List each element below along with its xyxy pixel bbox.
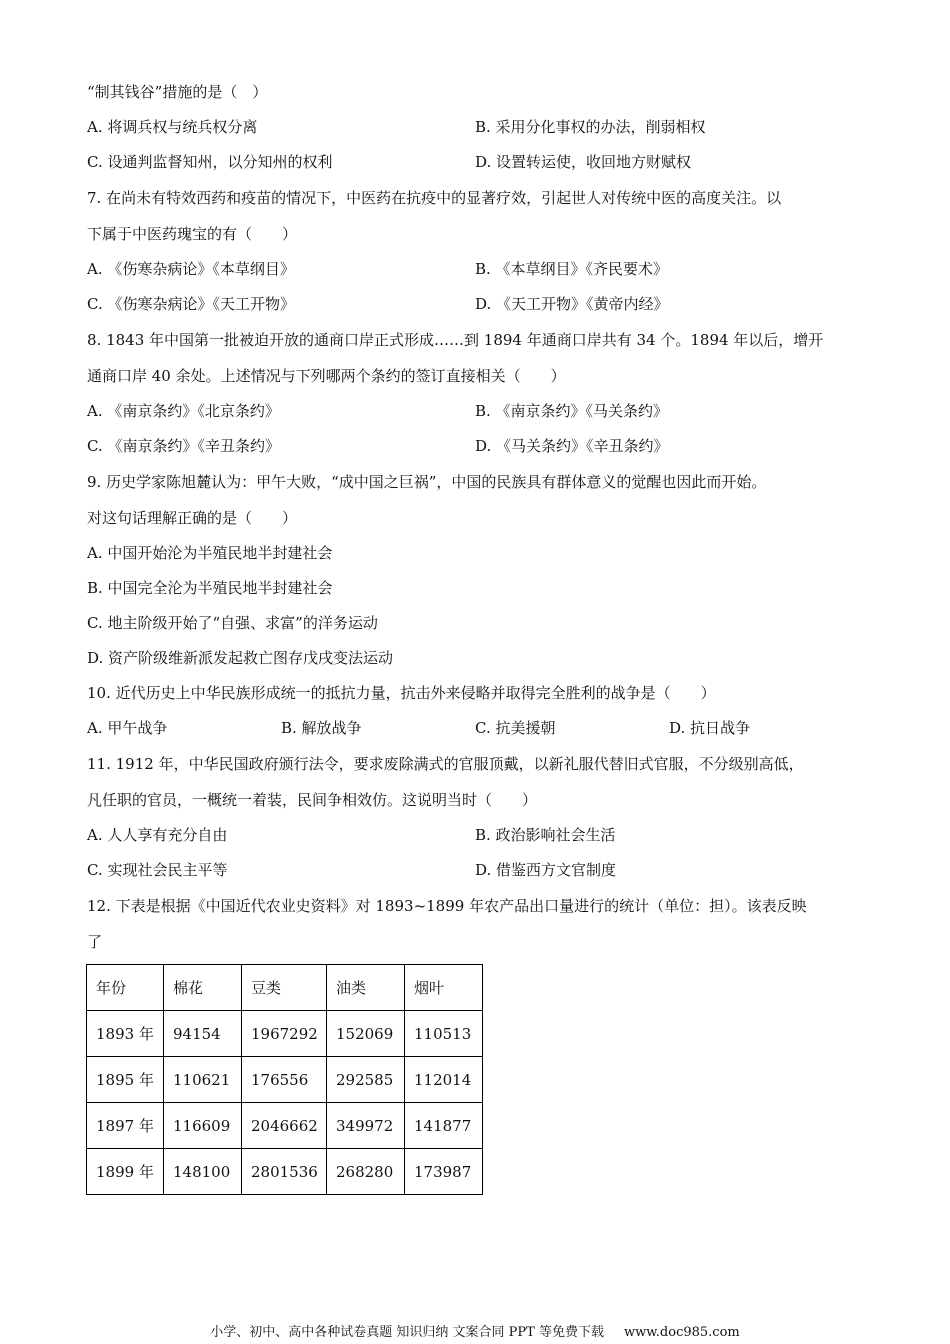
table-cell: 268280 <box>327 1149 405 1195</box>
q7-option-d[interactable]: D. 《天工开物》《黄帝内经》 <box>475 295 669 313</box>
table-cell: 110621 <box>164 1057 242 1103</box>
q8-option-d[interactable]: D. 《马关条约》《辛丑条约》 <box>475 437 669 455</box>
q10-option-d[interactable]: D. 抗日战争 <box>669 719 751 737</box>
table-cell: 148100 <box>164 1149 242 1195</box>
q8-option-b[interactable]: B. 《南京条约》《马关条约》 <box>475 402 669 420</box>
q11-option-d[interactable]: D. 借鉴西方文官制度 <box>475 861 617 879</box>
q11-option-a[interactable]: A. 人人享有充分自由 <box>87 826 228 844</box>
q10-stem: 10. 近代历史上中华民族形成统一的抵抗力量，抗击外来侵略并取得完全胜利的战争是（ ） <box>87 684 716 702</box>
q6-option-b[interactable]: B. 采用分化事权的办法，削弱相权 <box>475 118 706 136</box>
q7-option-b[interactable]: B. 《本草纲目》《齐民要术》 <box>475 260 669 278</box>
table-row <box>87 1011 483 1057</box>
table-header-cell: 烟叶 <box>405 965 483 1011</box>
q11-option-b[interactable]: B. 政治影响社会生活 <box>475 826 616 844</box>
q9-option-d[interactable]: D. 资产阶级维新派发起救亡图存戊戌变法运动 <box>87 649 394 667</box>
q7-option-a[interactable]: A. 《伤寒杂病论》《本草纲目》 <box>87 260 295 278</box>
q7-stem-line-2: 下属于中医药瑰宝的有（ ） <box>87 225 298 243</box>
q10-option-a[interactable]: A. 甲午战争 <box>87 719 168 737</box>
table-cell: 110513 <box>405 1011 483 1057</box>
table-row <box>87 1103 483 1149</box>
q8-option-c[interactable]: C. 《南京条约》《辛丑条约》 <box>87 437 280 455</box>
q8-stem-line-2: 通商口岸 40 余处。上述情况与下列哪两个条约的签订直接相关（ ） <box>87 367 566 385</box>
table-row <box>87 1057 483 1103</box>
page-footer <box>0 1325 950 1341</box>
q10-option-b[interactable]: B. 解放战争 <box>281 719 362 737</box>
q12-stem-line-1: 12. 下表是根据《中国近代农业史资料》对 1893~1899 年农产品出口量进行的统计（单位：担）。该表反映 <box>87 897 807 915</box>
q10-option-c[interactable]: C. 抗美援朝 <box>475 719 556 737</box>
q6-option-c[interactable]: C. 设通判监督知州，以分知州的权利 <box>87 153 333 171</box>
footer-text: 小学、初中、高中各种试卷真题 知识归纳 文案合同 PPT 等免费下载 <box>210 1325 604 1340</box>
table-header-row <box>87 965 483 1011</box>
table-cell: 2046662 <box>242 1103 327 1149</box>
q9-stem-line-2: 对这句话理解正确的是（ ） <box>87 509 298 527</box>
table-cell: 112014 <box>405 1057 483 1103</box>
q11-stem-line-1: 11. 1912 年，中华民国政府颁行法令，要求废除满式的官服顶戴，以新礼服代替旧式官服，不分级别高低， <box>87 755 804 773</box>
footer-site-link[interactable]: www.doc985.com <box>623 1325 740 1340</box>
table-cell: 1895 年 <box>87 1057 164 1103</box>
export-table <box>86 964 483 1195</box>
table-cell: 116609 <box>164 1103 242 1149</box>
q8-stem-line-1: 8. 1843 年中国第一批被迫开放的通商口岸正式形成……到 1894 年通商口岸共有 34 个。1894 年以后，增开 <box>87 331 824 349</box>
table-cell: 94154 <box>164 1011 242 1057</box>
table-header-cell: 年份 <box>87 965 164 1011</box>
q7-stem-line-1: 7. 在尚未有特效西药和疫苗的情况下，中医药在抗疫中的显著疗效，引起世人对传统中医的高度关注。以 <box>87 189 782 207</box>
table-cell: 1967292 <box>242 1011 327 1057</box>
table-cell: 173987 <box>405 1149 483 1195</box>
table-cell: 141877 <box>405 1103 483 1149</box>
table-cell: 349972 <box>327 1103 405 1149</box>
q6-stem: “制其钱谷”措施的是（ ） <box>87 83 268 101</box>
q6-option-a[interactable]: A. 将调兵权与统兵权分离 <box>87 118 258 136</box>
table-cell: 2801536 <box>242 1149 327 1195</box>
q7-option-c[interactable]: C. 《伤寒杂病论》《天工开物》 <box>87 295 295 313</box>
table-cell: 176556 <box>242 1057 327 1103</box>
q8-option-a[interactable]: A. 《南京条约》《北京条约》 <box>87 402 280 420</box>
table-cell: 152069 <box>327 1011 405 1057</box>
q9-option-a[interactable]: A. 中国开始沦为半殖民地半封建社会 <box>87 544 333 562</box>
q6-option-d[interactable]: D. 设置转运使，收回地方财赋权 <box>475 153 692 171</box>
table-cell: 1899 年 <box>87 1149 164 1195</box>
table-row <box>87 1149 483 1195</box>
table-header-cell: 豆类 <box>242 965 327 1011</box>
q9-option-c[interactable]: C. 地主阶级开始了“自强、求富”的洋务运动 <box>87 614 378 632</box>
q12-stem-line-2: 了 <box>87 933 103 951</box>
table-header-cell: 油类 <box>327 965 405 1011</box>
q9-option-b[interactable]: B. 中国完全沦为半殖民地半封建社会 <box>87 579 333 597</box>
table-cell: 292585 <box>327 1057 405 1103</box>
q11-stem-line-2: 凡任职的官员，一概统一着装，民间争相效仿。这说明当时（ ） <box>87 791 538 809</box>
table-header-cell: 棉花 <box>164 965 242 1011</box>
table-cell: 1893 年 <box>87 1011 164 1057</box>
q9-stem-line-1: 9. 历史学家陈旭麓认为：甲午大败，“成中国之巨祸”，中国的民族具有群体意义的觉醒也因此而开始。 <box>87 473 767 491</box>
q11-option-c[interactable]: C. 实现社会民主平等 <box>87 861 228 879</box>
table-cell: 1897 年 <box>87 1103 164 1149</box>
